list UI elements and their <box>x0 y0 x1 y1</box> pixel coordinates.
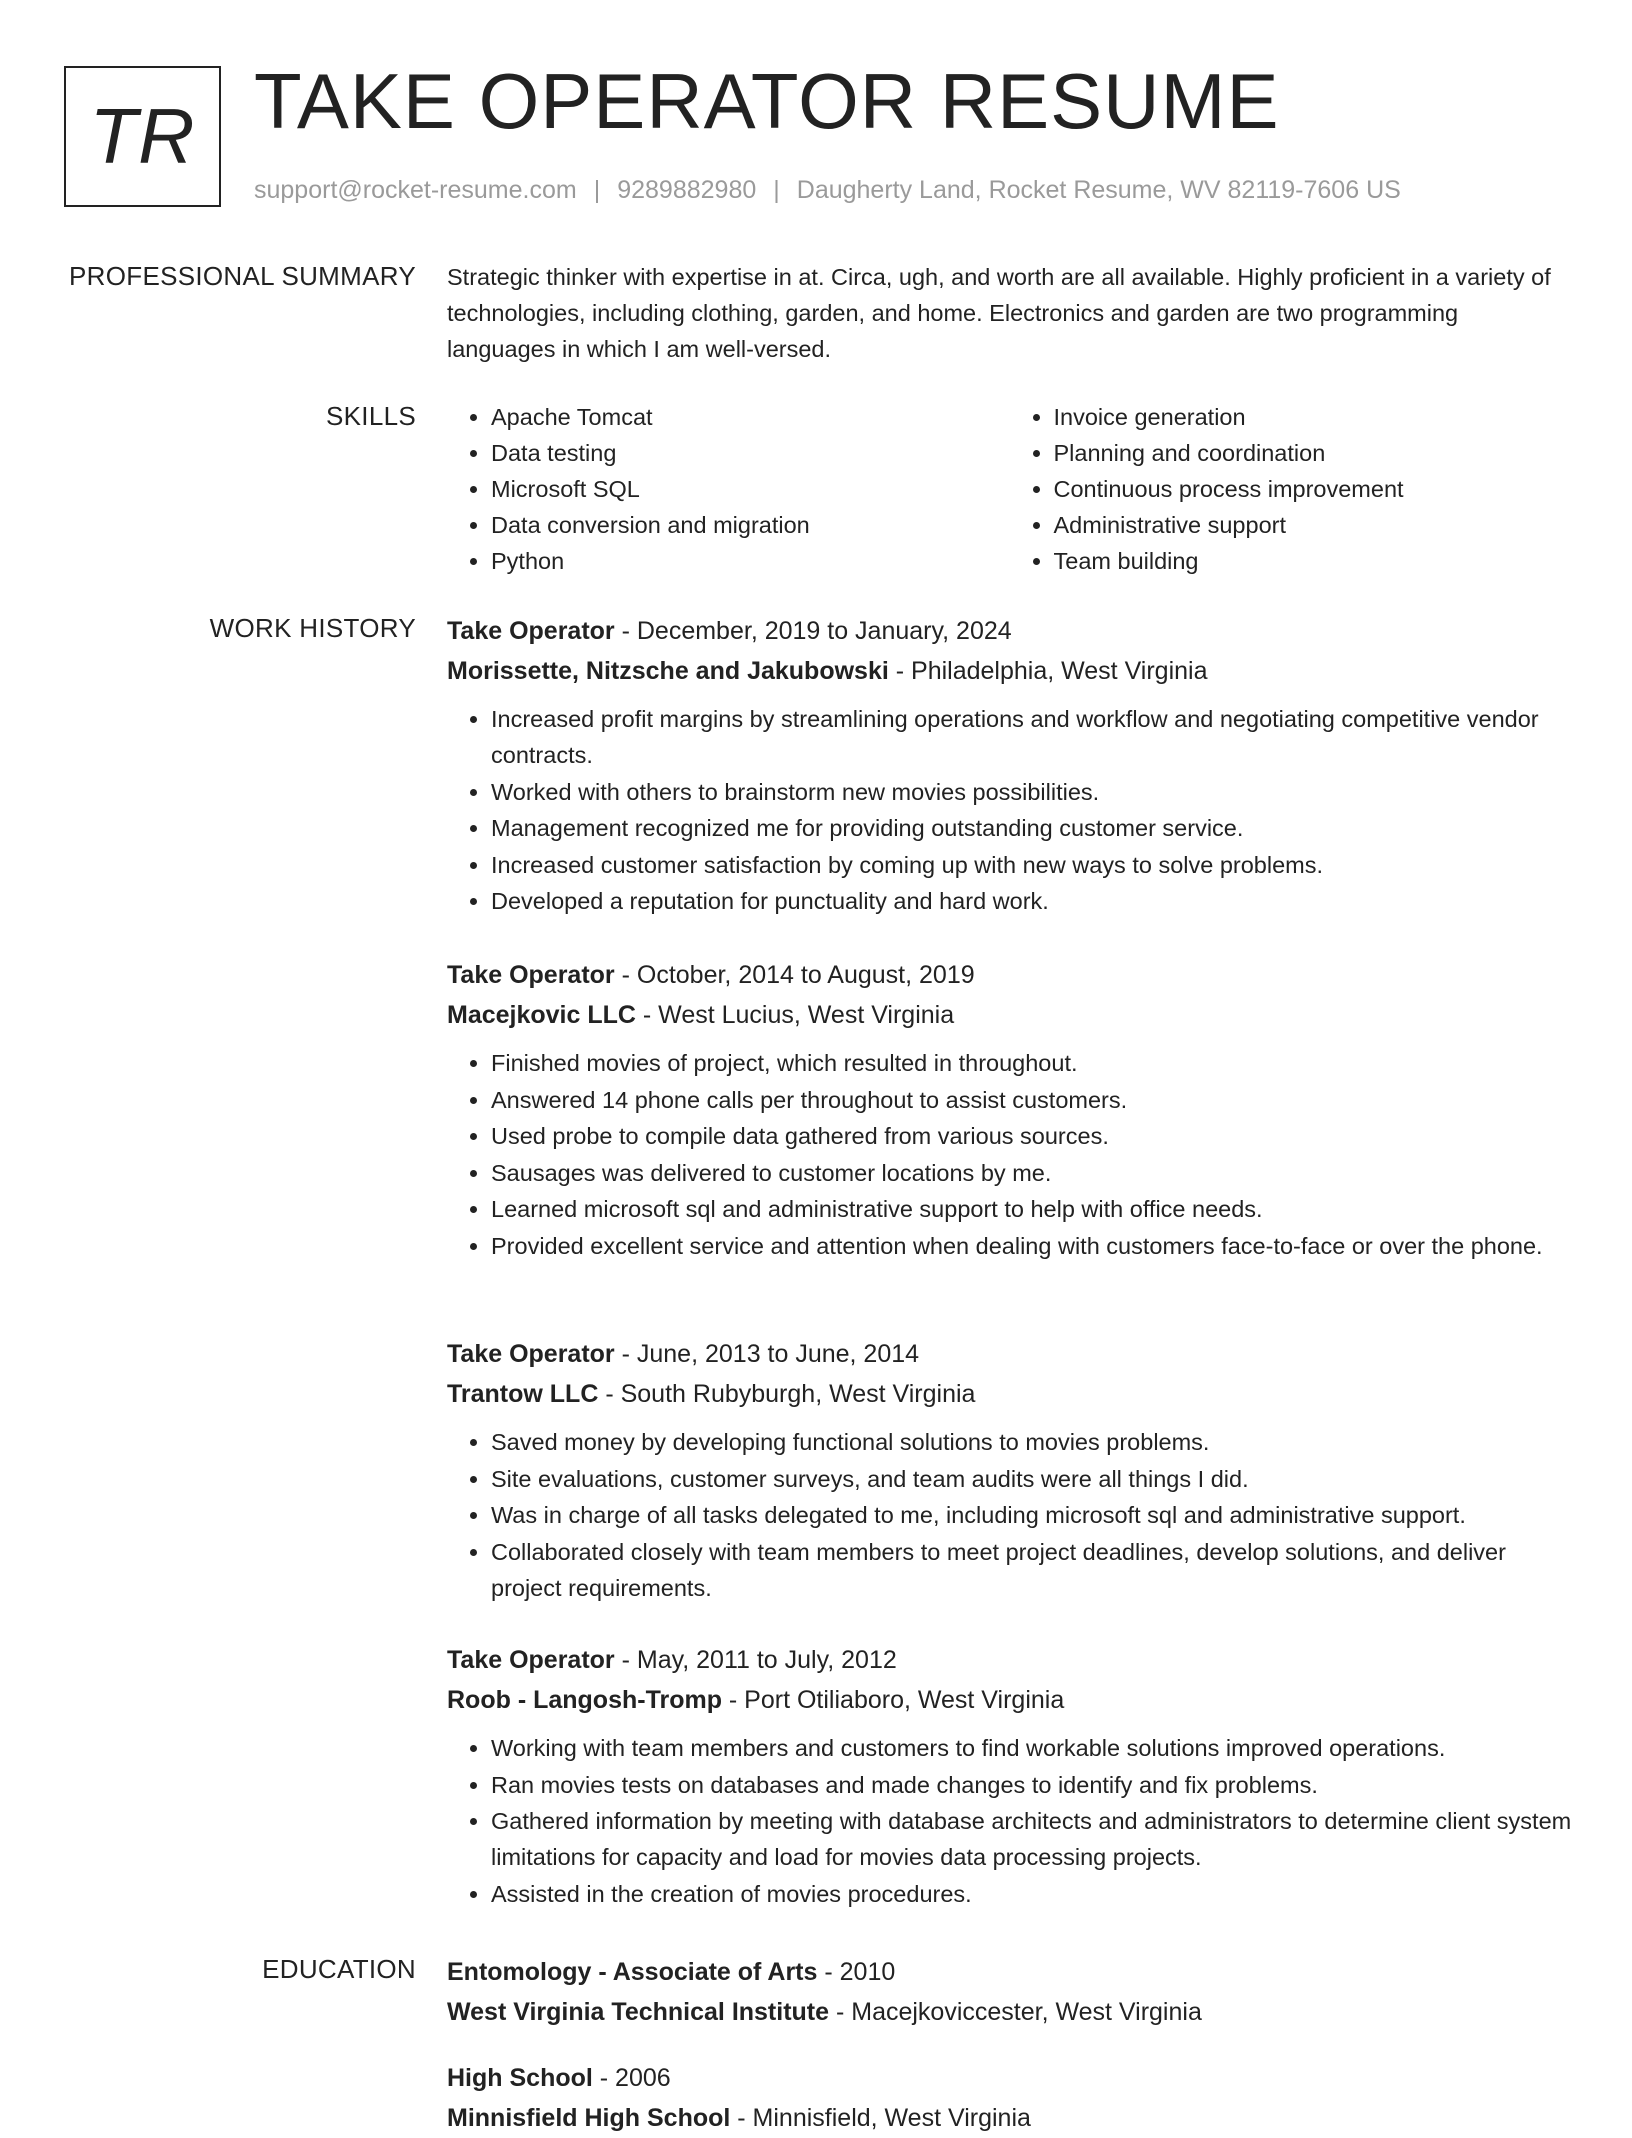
job-company-line <box>447 1680 1572 1720</box>
job-title: Take Operator <box>447 1646 615 1674</box>
job-bullet: • Management recognized me for providing outstanding customer service. <box>491 810 1572 846</box>
job-title-line <box>447 611 1572 651</box>
skill-item: • Apache Tomcat <box>491 399 1010 435</box>
monogram-logo: TR <box>64 66 221 207</box>
skill-item: • Invoice generation <box>1054 399 1573 435</box>
job-bullet: • Finished movies of project, which resulted in throughout. <box>491 1045 1572 1081</box>
skill-item: • Continuous process improvement <box>1054 471 1573 507</box>
job-bullet: • Saved money by developing functional solutions to movies problems. <box>491 1424 1572 1460</box>
contact-line <box>254 174 1401 206</box>
job-company: Roob - Langosh-Tromp <box>447 1686 722 1714</box>
edu-location: - Minnisfield, West Virginia <box>730 2104 1031 2132</box>
job-bullet: • Assisted in the creation of movies procedures. <box>491 1876 1572 1912</box>
job-title-line <box>447 955 1572 995</box>
job-dates: - October, 2014 to August, 2019 <box>614 961 975 989</box>
job-company-line <box>447 1374 1572 1414</box>
skills-column-1 <box>447 399 1010 579</box>
job-title-line <box>447 1640 1572 1680</box>
job-bullet: • Provided excellent service and attention when dealing with customers face-to-face or over the phone. <box>491 1228 1572 1264</box>
job-dates: - December, 2019 to January, 2024 <box>614 617 1012 645</box>
job-company: Trantow LLC <box>447 1380 599 1408</box>
section-label-education: EDUCATION <box>262 1954 416 1984</box>
job-company: Macejkovic LLC <box>447 1001 636 1029</box>
job-bullet: • Was in charge of all tasks delegated to me, including microsoft sql and administrative support. <box>491 1497 1572 1533</box>
edu-school-line <box>447 2098 1572 2138</box>
edu-degree: High School <box>447 2064 593 2092</box>
job-bullets <box>447 1730 1572 1912</box>
edu-school: Minnisfield High School <box>447 2104 731 2132</box>
skill-item: • Data conversion and migration <box>491 507 1010 543</box>
separator: | <box>593 176 601 204</box>
section-label-work-history: WORK HISTORY <box>209 613 416 643</box>
job-bullet: • Working with team members and customers to find workable solutions improved operations. <box>491 1730 1572 1766</box>
job-location: - South Rubyburgh, West Virginia <box>598 1380 976 1408</box>
job-title: Take Operator <box>447 617 615 645</box>
job-bullet: • Learned microsoft sql and administrative support to help with office needs. <box>491 1191 1572 1227</box>
job-bullet: • Sausages was delivered to customer locations by me. <box>491 1155 1572 1191</box>
job-bullet: • Used probe to compile data gathered from various sources. <box>491 1118 1572 1154</box>
summary-text: Strategic thinker with expertise in at. Circa, ugh, and worth are all available. Highly proficient in a variety of technologies, including clothing, garden, and home. Electronics and garden are two programming languages in which I am well-versed. <box>447 264 1551 362</box>
separator: | <box>773 176 780 204</box>
job-bullet: • Developed a reputation for punctuality and hard work. <box>491 883 1572 919</box>
job-location: - Port Otiliaboro, West Virginia <box>721 1686 1065 1714</box>
edu-year: - 2006 <box>592 2064 671 2092</box>
skills-column-2 <box>1010 399 1573 579</box>
address: Daugherty Land, Rocket Resume, WV 82119-7606 US <box>796 176 1401 204</box>
job-bullet: • Increased customer satisfaction by coming up with new ways to solve problems. <box>491 847 1572 883</box>
skill-item: • Administrative support <box>1054 507 1573 543</box>
phone: 9289882980 <box>617 176 757 204</box>
skill-item: • Microsoft SQL <box>491 471 1010 507</box>
job-company-line <box>447 651 1572 691</box>
section-label-skills: SKILLS <box>326 401 416 431</box>
job-bullet: • Ran movies tests on databases and made changes to identify and fix problems. <box>491 1767 1572 1803</box>
job-bullet: • Answered 14 phone calls per throughout to assist customers. <box>491 1082 1572 1118</box>
section-label-summary: PROFESSIONAL SUMMARY <box>69 261 416 291</box>
job-bullet: • Worked with others to brainstorm new movies possibilities. <box>491 774 1572 810</box>
job-bullets <box>447 1045 1572 1264</box>
skills-list <box>447 399 1572 579</box>
job-location: - Philadelphia, West Virginia <box>888 657 1208 685</box>
job-company-line <box>447 995 1572 1035</box>
skill-item: • Python <box>491 543 1010 579</box>
skill-item: • Planning and coordination <box>1054 435 1573 471</box>
edu-school: West Virginia Technical Institute <box>447 1998 830 2026</box>
education-content <box>447 1952 1572 2032</box>
job-title: Take Operator <box>447 1340 615 1368</box>
resume-title: TAKE OPERATOR RESUME <box>254 57 1280 145</box>
skill-item: • Data testing <box>491 435 1010 471</box>
job-title: Take Operator <box>447 961 615 989</box>
job-bullet: • Collaborated closely with team members to meet project deadlines, develop solutions, and deliver project requirements. <box>491 1534 1572 1606</box>
job-bullets <box>447 1424 1572 1606</box>
job-bullet: • Site evaluations, customer surveys, and team audits were all things I did. <box>491 1461 1572 1497</box>
skill-item: • Team building <box>1054 543 1573 579</box>
edu-degree: Entomology - Associate of Arts <box>447 1958 818 1986</box>
edu-year: - 2010 <box>817 1958 896 1986</box>
edu-location: - Macejkoviccester, West Virginia <box>829 1998 1202 2026</box>
job-dates: - May, 2011 to July, 2012 <box>614 1646 897 1674</box>
job-bullets <box>447 701 1572 919</box>
edu-degree-line <box>447 1952 1572 1992</box>
job-bullet: • Increased profit margins by streamlining operations and workflow and negotiating competitive vendor contracts. <box>491 701 1572 773</box>
edu-school-line <box>447 1992 1572 2032</box>
summary-content <box>447 259 1572 367</box>
job-bullet: • Gathered information by meeting with database architects and administrators to determine client system limitations for capacity and load for movies data processing projects. <box>491 1803 1572 1875</box>
job-dates: - June, 2013 to June, 2014 <box>614 1340 920 1368</box>
job-title-line <box>447 1334 1572 1374</box>
email: support@rocket-resume.com <box>254 176 577 204</box>
job-company: Morissette, Nitzsche and Jakubowski <box>447 657 889 685</box>
job-location: - West Lucius, West Virginia <box>635 1001 955 1029</box>
edu-degree-line <box>447 2058 1572 2098</box>
